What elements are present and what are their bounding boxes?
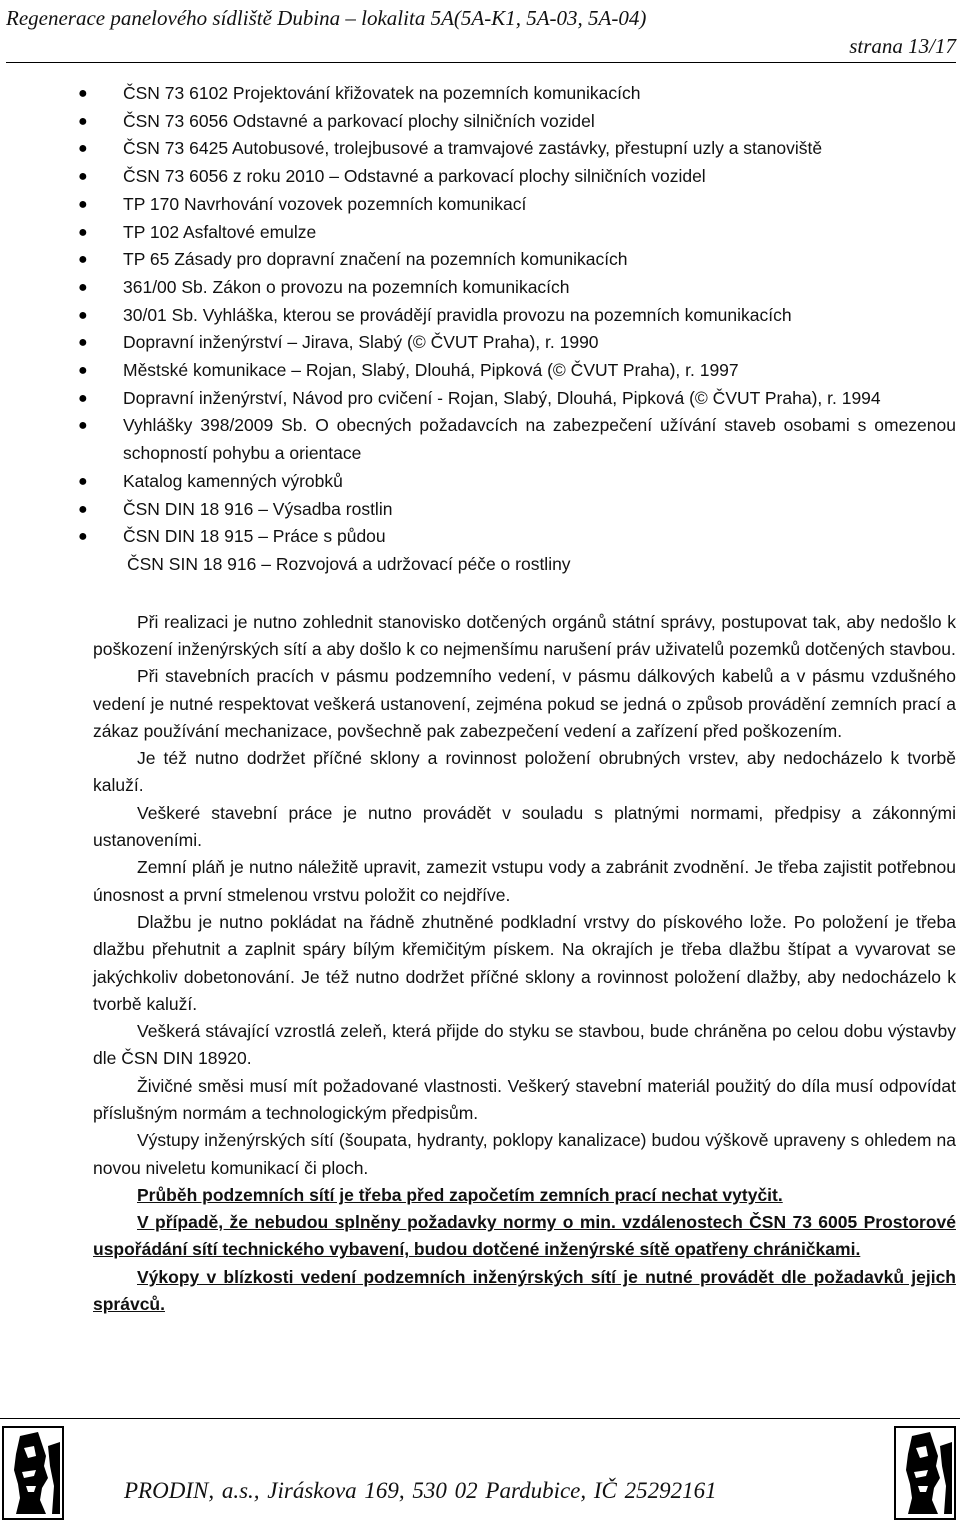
reference-text: 30/01 Sb. Vyhláška, kterou se provádějí pravidla provozu na pozemních komunikacích (123, 304, 792, 325)
header-divider (6, 62, 956, 63)
bullet-icon: ● (78, 168, 88, 186)
page-header (6, 4, 956, 66)
reference-text: ČSN DIN 18 916 – Výsadba rostlin (123, 498, 393, 519)
reference-text: Dopravní inženýrství – Jirava, Slabý (© ČVUT Praha), r. 1990 (123, 332, 599, 353)
bullet-icon: ● (78, 195, 88, 213)
reference-item (78, 163, 956, 191)
body-paragraph: Výstupy inženýrských sítí (šoupata, hydranty, poklopy kanalizace) budou výškově upraveny s ohledem na novou niveletu komunikací či ploch. (93, 1130, 956, 1178)
body-paragraph: Veškeré stavební práce je nutno provádět v souladu s platnými normami, předpisy a zákonnými ustanoveními. (93, 802, 956, 851)
body-paragraph: Veškerá stávající vzrostlá zeleň, která přijde do styku se stavbou, bude chráněna po celou dobu výstavby dle ČSN DIN 18920. (93, 1021, 956, 1069)
body-paragraph: Při realizaci je nutno zohlednit stanovisko dotčených orgánů státní správy, postupovat tak, aby nedošlo k poškození inženýrských sítí a aby došlo k co nejmenšímu narušení práv uživatelů pozemků dotčených stavbou. (93, 611, 956, 659)
reference-item (78, 191, 956, 219)
bullet-icon: ● (78, 112, 88, 130)
bullet-icon: ● (78, 223, 88, 241)
reference-text: Dopravní inženýrství, Návod pro cvičení - Rojan, Slabý, Dlouhá, Pipková (© ČVUT Praha), r. 1994 (123, 387, 881, 408)
bullet-icon: ● (78, 85, 88, 102)
bullet-icon: ● (78, 278, 88, 296)
page-number: strana 13/17 (849, 34, 956, 58)
moai-logo-icon (2, 1426, 64, 1520)
reference-text: ČSN DIN 18 915 – Práce s půdou (123, 526, 386, 547)
reference-item (78, 496, 956, 524)
reference-list (78, 80, 956, 579)
reference-item (78, 108, 956, 136)
moai-logo-icon (894, 1426, 956, 1520)
reference-text: 361/00 Sb. Zákon o provozu na pozemních komunikacích (123, 276, 570, 297)
reference-item (78, 329, 956, 357)
body-paragraphs (93, 609, 956, 1319)
reference-text: Katalog kamenných výrobků (123, 470, 343, 491)
emphasized-paragraph: Výkopy v blízkosti vedení podzemních inženýrských sítí je nutné provádět dle požadavků jejich správců. (93, 1266, 956, 1315)
reference-item (78, 80, 956, 108)
reference-item (78, 302, 956, 330)
page-footer (0, 1418, 960, 1521)
reference-text: TP 170 Navrhování vozovek pozemních komunikací (123, 193, 527, 214)
reference-text: TP 102 Asfaltové emulze (123, 221, 317, 242)
reference-text: ČSN 73 6102 Projektování křižovatek na pozemních komunikacích (123, 83, 641, 103)
reference-text: ČSN SIN 18 916 – Rozvojová a udržovací péče o rostliny (127, 553, 571, 574)
reference-item (78, 468, 956, 496)
body-paragraph: Zemní pláň je nutno náležitě upravit, zamezit vstupu vody a zabránit zvodnění. Je třeba zajistit potřebnou únosnost a první stmelenou vrstvu položit co nejdříve. (93, 857, 956, 905)
reference-item (93, 551, 956, 579)
emphasized-paragraph: Průběh podzemních sítí je třeba před započetím zemních prací nechat vytyčit. (137, 1184, 783, 1205)
body-paragraph: Živičné směsi musí mít požadované vlastnosti. Veškerý stavební materiál použitý do díla musí odpovídat příslušným normám a technologickým předpisům. (93, 1075, 956, 1123)
footer-divider (0, 1418, 960, 1419)
emphasized-paragraph: V případě, že nebudou splněny požadavky normy o min. vzdálenostech ČSN 73 6005 Prostorové uspořádání sítí technického vybavení, budou dotčené inženýrské sítě opatřeny chráničkami. (93, 1212, 956, 1260)
reference-text: TP 65 Zásady pro dopravní značení na pozemních komunikacích (123, 249, 628, 270)
reference-item (78, 135, 956, 163)
body-paragraph: Je též nutno dodržet příčné sklony a rovinnost položení obrubných vrstev, aby nedocházelo k tvorbě kaluží. (93, 748, 956, 796)
reference-text: Vyhlášky 398/2009 Sb. O obecných požadavcích na zabezpečení užívání staveb osobami s omezenou schopností pohybu a orientace (123, 415, 956, 464)
bullet-icon: ● (78, 362, 88, 380)
company-address: PRODIN, a.s., Jiráskova 169, 530 02 Pardubice, IČ 25292161 (124, 1478, 717, 1503)
bullet-icon: ● (78, 417, 88, 435)
reference-item (78, 523, 956, 551)
reference-item (78, 385, 956, 413)
bullet-icon: ● (78, 140, 88, 158)
bullet-icon: ● (78, 251, 88, 269)
bullet-icon: ● (78, 528, 88, 546)
reference-item (78, 219, 956, 247)
reference-text: ČSN 73 6056 z roku 2010 – Odstavné a parkovací plochy silničních vozidel (123, 166, 706, 187)
reference-item (78, 274, 956, 302)
reference-item (78, 357, 956, 385)
bullet-icon: ● (78, 334, 88, 352)
reference-text: Městské komunikace – Rojan, Slabý, Dlouhá, Pipková (© ČVUT Praha), r. 1997 (123, 360, 739, 381)
body-paragraph: Dlažbu je nutno pokládat na řádně zhutněné podkladní vrstvy do pískového lože. Po položení je třeba dlažbu přehutnit a zaplnit spáry bílým křemičitým pískem. Na okrajích je třeba dlažbu štípat a vyvarovat se jakýchkoliv dobetonování. Je též nutno dodržet příčné sklony a rovinnost položení dlažby, aby nedocházelo k tvorbě kaluží. (93, 911, 956, 1014)
body-paragraph: Při stavebních pracích v pásmu podzemního vedení, v pásmu dálkových kabelů a v pásmu vzdušného vedení je nutné respektovat veškerá ustanovení, zejména pokud se jedná o způsob provádění zemních prací a zákaz používání mechanizace, povšechně pak zabezpečení vedení a zařízení před poškozením. (93, 666, 956, 741)
document-title: Regenerace panelového sídliště Dubina – lokalita 5A(5A-K1, 5A-03, 5A-04) (6, 6, 647, 30)
bullet-icon: ● (78, 500, 88, 518)
reference-text: ČSN 73 6425 Autobusové, trolejbusové a tramvajové zastávky, přestupní uzly a stanoviště (123, 138, 823, 159)
reference-item (78, 412, 956, 467)
reference-text: ČSN 73 6056 Odstavné a parkovací plochy silničních vozidel (123, 110, 595, 131)
bullet-icon: ● (78, 472, 88, 490)
page-body (78, 80, 956, 1318)
bullet-icon: ● (78, 389, 88, 407)
reference-item (78, 246, 956, 274)
bullet-icon: ● (78, 306, 88, 324)
